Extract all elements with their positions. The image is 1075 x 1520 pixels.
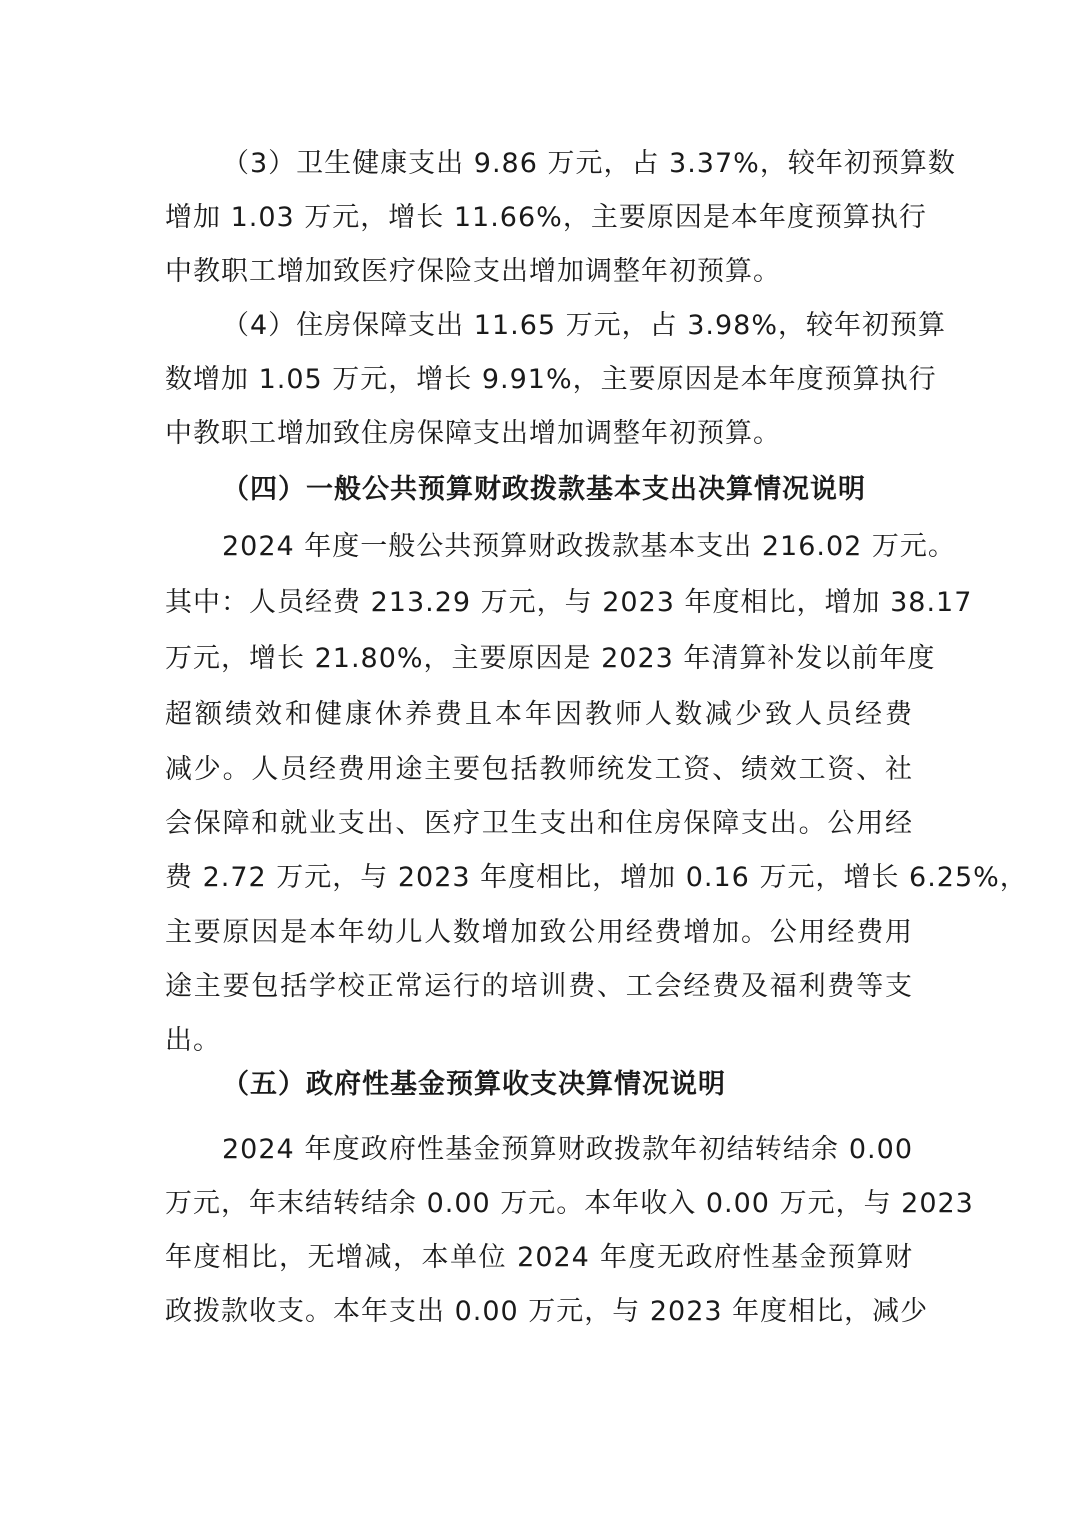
- paragraph-line: 2024 年度政府性基金预算财政拨款年初结转结余 0.00: [222, 1134, 913, 1165]
- paragraph-line: 会保障和就业支出、医疗卫生支出和住房保障支出。公用经: [165, 808, 913, 839]
- section-heading: （五）政府性基金预算收支决算情况说明: [222, 1069, 726, 1100]
- paragraph-line: （3）卫生健康支出 9.86 万元，占 3.37%，较年初预算数: [222, 148, 956, 179]
- paragraph-line: 万元，年末结转结余 0.00 万元。本年收入 0.00 万元，与 2023: [165, 1188, 974, 1219]
- section-heading: （四）一般公共预算财政拨款基本支出决算情况说明: [222, 474, 866, 505]
- paragraph-line: 年度相比，无增减，本单位 2024 年度无政府性基金预算财: [165, 1242, 913, 1273]
- paragraph-line: 出。: [165, 1025, 221, 1056]
- paragraph-line: （4）住房保障支出 11.65 万元，占 3.98%，较年初预算: [222, 310, 946, 341]
- paragraph-line: 减少。人员经费用途主要包括教师统发工资、绩效工资、社: [165, 754, 913, 785]
- paragraph-line: 2024 年度一般公共预算财政拨款基本支出 216.02 万元。: [222, 531, 956, 562]
- paragraph-line: 费 2.72 万元，与 2023 年度相比，增加 0.16 万元，增长 6.25%，: [165, 862, 1028, 893]
- paragraph-line: 中教职工增加致医疗保险支出增加调整年初预算。: [165, 256, 781, 287]
- paragraph-line: 数增加 1.05 万元，增长 9.91%，主要原因是本年度预算执行: [165, 364, 937, 395]
- paragraph-line: 中教职工增加致住房保障支出增加调整年初预算。: [165, 418, 781, 449]
- paragraph-line: 万元，增长 21.80%，主要原因是 2023 年清算补发以前年度: [165, 643, 936, 674]
- paragraph-line: 增加 1.03 万元，增长 11.66%，主要原因是本年度预算执行: [165, 202, 927, 233]
- paragraph-line: 政拨款收支。本年支出 0.00 万元，与 2023 年度相比，减少: [165, 1296, 929, 1327]
- paragraph-line: 超额绩效和健康休养费且本年因教师人数减少致人员经费: [165, 699, 913, 730]
- paragraph-line: 其中：人员经费 213.29 万元，与 2023 年度相比，增加 38.17: [165, 587, 973, 618]
- paragraph-line: 途主要包括学校正常运行的培训费、工会经费及福利费等支: [165, 971, 913, 1002]
- paragraph-line: 主要原因是本年幼儿人数增加致公用经费增加。公用经费用: [165, 917, 913, 948]
